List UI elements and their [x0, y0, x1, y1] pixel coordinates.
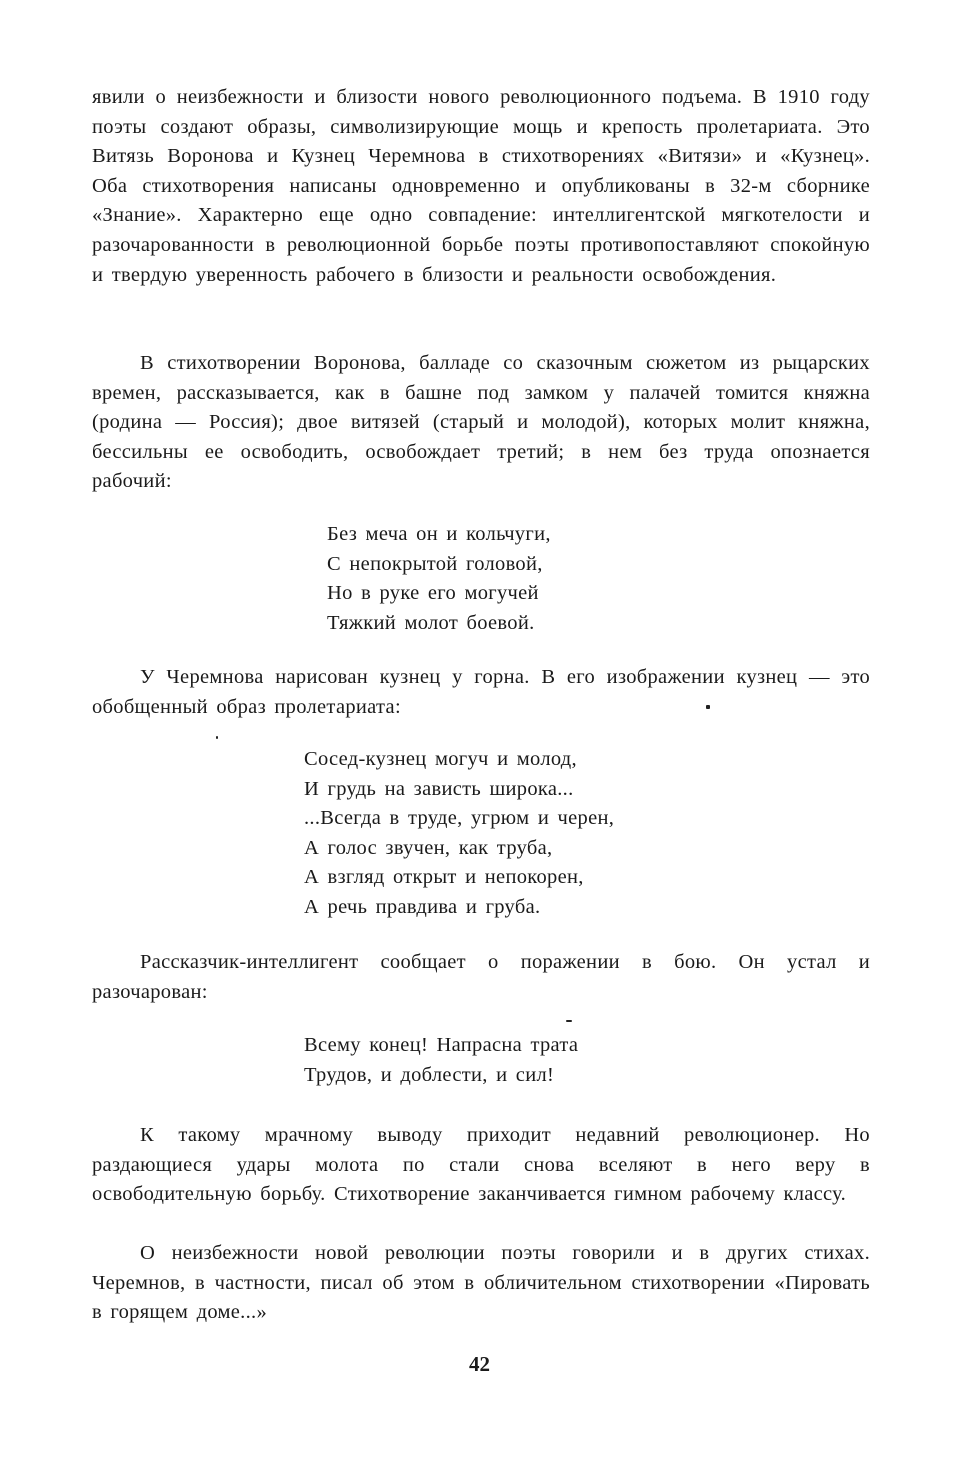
poem-line: Сосед-кузнец могуч и молод,: [304, 748, 577, 770]
poem-line: Без меча он и кольчуги,: [327, 523, 551, 545]
paragraph-3: У Черемнова нарисован кузнец у горна. В его изображении кузнец — это обобщенный образ пролетариата:: [92, 666, 870, 718]
poem-vityazi: [327, 520, 551, 638]
paragraph-1: явили о неизбежности и близости нового революционного подъема. В 1910 году поэты создают образы, символизирующие мощь и крепость пролетариата. Это Витязь Воронова и Кузнец Черемнова в стихотворениях «Витязи» и «Кузнец». Оба стихотворения написаны одновременно и опубликованы в 32-м сборнике «Знание». Характерно еще одно совпадение: интеллигентской мягкотелости и разочарованности в революционной борьбе поэты противопоставляют спокойную и твердую уверенность рабочего в близости и реальности освобождения.: [92, 86, 870, 286]
print-speck: [706, 705, 710, 709]
poem-line: Трудов, и доблести, и сил!: [304, 1063, 555, 1086]
poem-line: Тяжкий молот боевой.: [327, 611, 535, 634]
poem-line: С непокрытой головой,: [327, 552, 543, 575]
poem-konets: [304, 1031, 578, 1090]
paragraph-2: В стихотворении Воронова, балладе со сказочным сюжетом из рыцарских времен, рассказывается, как в башне под замком у палачей томится княжна (родина — Россия); двое витязей (старый и молодой), которых молит княжна, бессильны ее освободить, освобождает третий; в нем без труда опознается рабочий:: [92, 352, 870, 493]
print-speck: [216, 736, 218, 739]
poem-line: А взгляд открыт и непокорен,: [304, 866, 584, 889]
poem-line: И грудь на зависть широка...: [304, 777, 574, 800]
poem-line: А речь правдива и груба.: [304, 895, 541, 918]
poem-line: ...Всегда в труде, угрюм и черен,: [304, 807, 615, 830]
poem-line: Всему конец! Напрасна трата: [304, 1034, 579, 1056]
paragraph-5: К такому мрачному выводу приходит недавний революционер. Но раздающиеся удары молота по стали снова вселяют в него веру в освободительную борьбу. Стихотворение заканчивается гимном рабочему классу.: [92, 1124, 870, 1206]
poem-kuznets: [304, 745, 614, 923]
paragraph-4: Рассказчик-интеллигент сообщает о поражении в бою. Он устал и разочарован:: [92, 951, 870, 1003]
page-number: 42: [469, 1352, 490, 1376]
poem-line: А голос звучен, как труба,: [304, 836, 553, 859]
print-speck: [566, 1020, 572, 1022]
paragraph-6: О неизбежности новой революции поэты говорили и в других стихах. Черемнов, в частности, писал об этом в обличительном стихотворении «Пировать в горящем доме...»: [92, 1242, 870, 1324]
poem-line: Но в руке его могучей: [327, 582, 539, 605]
